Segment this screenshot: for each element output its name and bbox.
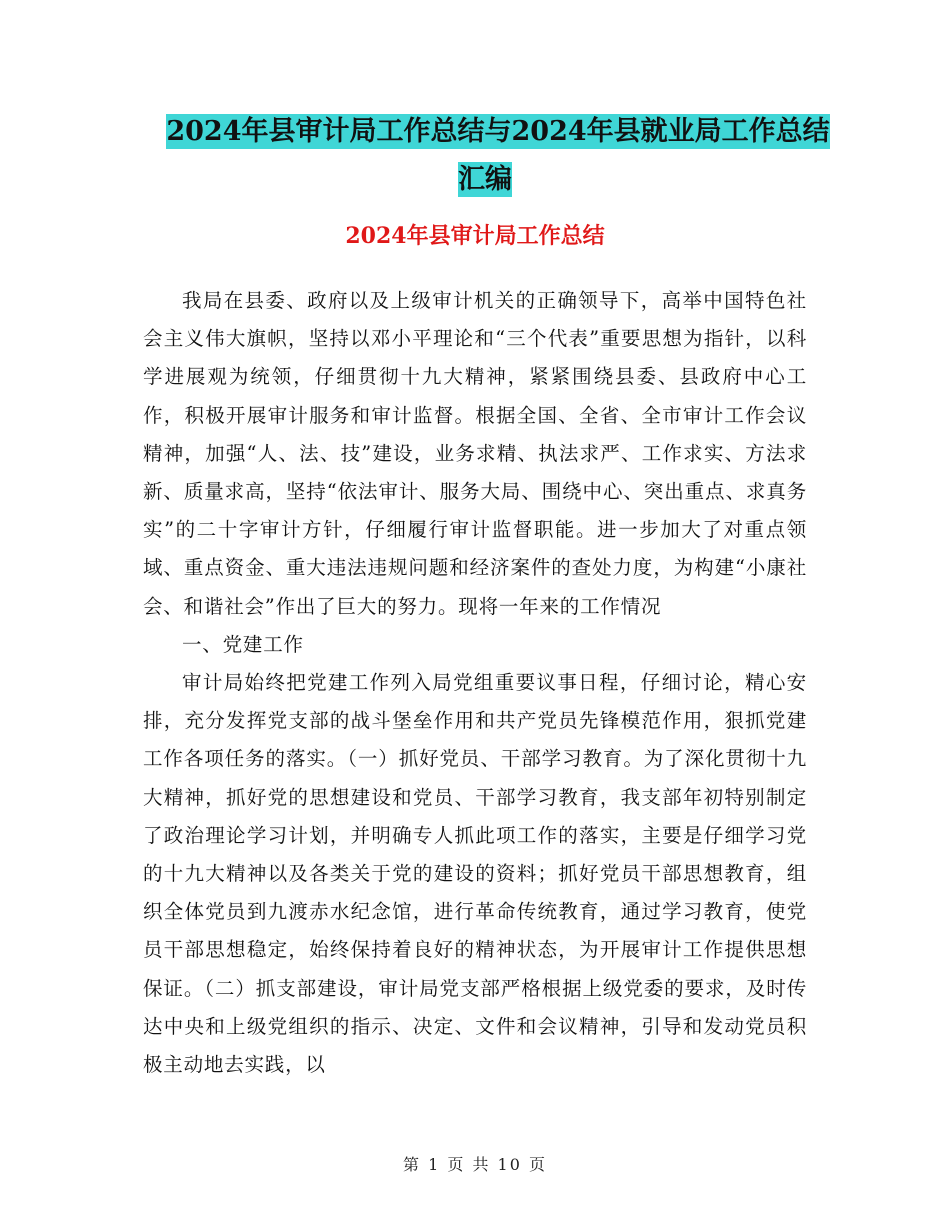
paragraph-intro: 我局在县委、政府以及上级审计机关的正确领导下，高举中国特色社会主义伟大旗帜，坚持以邓小平理论和“三个代表”重要思想为指针，以科学进展观为统领，仔细贯彻十九大精神，紧紧围绕县委、县政府中心工作，积极开展审计服务和审计监督。根据全国、全省、全市审计工作会议精神，加强“人、法、技”建设，业务求精、执法求严、工作求实、方法求新、质量求高，坚持“依法审计、服务大局、围绕中心、突出重点、求真务实”的二十字审计方针，仔细履行审计监督职能。进一步加大了对重点领域、重点资金、重大违法违规问题和经济案件的查处力度，为构建“小康社会、和谐社会”作出了巨大的努力。现将一年来的工作情况 (143, 289, 807, 618)
section-title: 2024年县审计局工作总结 (345, 223, 605, 249)
title-line-2: 汇编 (458, 164, 512, 195)
paragraph-party-building: 审计局始终把党建工作列入局党组重要议事日程，仔细讨论，精心安排，充分发挥党支部的战斗堡垒作用和共产党员先锋模范作用，狠抓党建工作各项任务的落实。（一）抓好党员、干部学习教育。为了深化贯彻十九大精神，抓好党的思想建设和党员、干部学习教育，我支部年初特别制定了政治理论学习计划，并明确专人抓此项工作的落实，主要是仔细学习党的十九大精神以及各类关于党的建设的资料；抓好党员干部思想教育，组织全体党员到九渡赤水纪念馆，进行革命传统教育，通过学习教育，使党员干部思想稳定，始终保持着良好的精神状态，为开展审计工作提供思想保证。（二）抓支部建设，审计局党支部严格根据上级党委的要求，及时传达中央和上级党组织的指示、决定、文件和会议精神，引导和发动党员积极主动地去实践，以 (143, 671, 807, 1077)
document-title (0, 108, 950, 204)
body-text (143, 282, 807, 1084)
page-footer: 第 1 页 共 10 页 (403, 1155, 547, 1174)
title-line-1: 2024年县审计局工作总结与2024年县就业局工作总结 (166, 116, 830, 147)
paragraph-heading-party-building: 一、党建工作 (182, 632, 304, 656)
